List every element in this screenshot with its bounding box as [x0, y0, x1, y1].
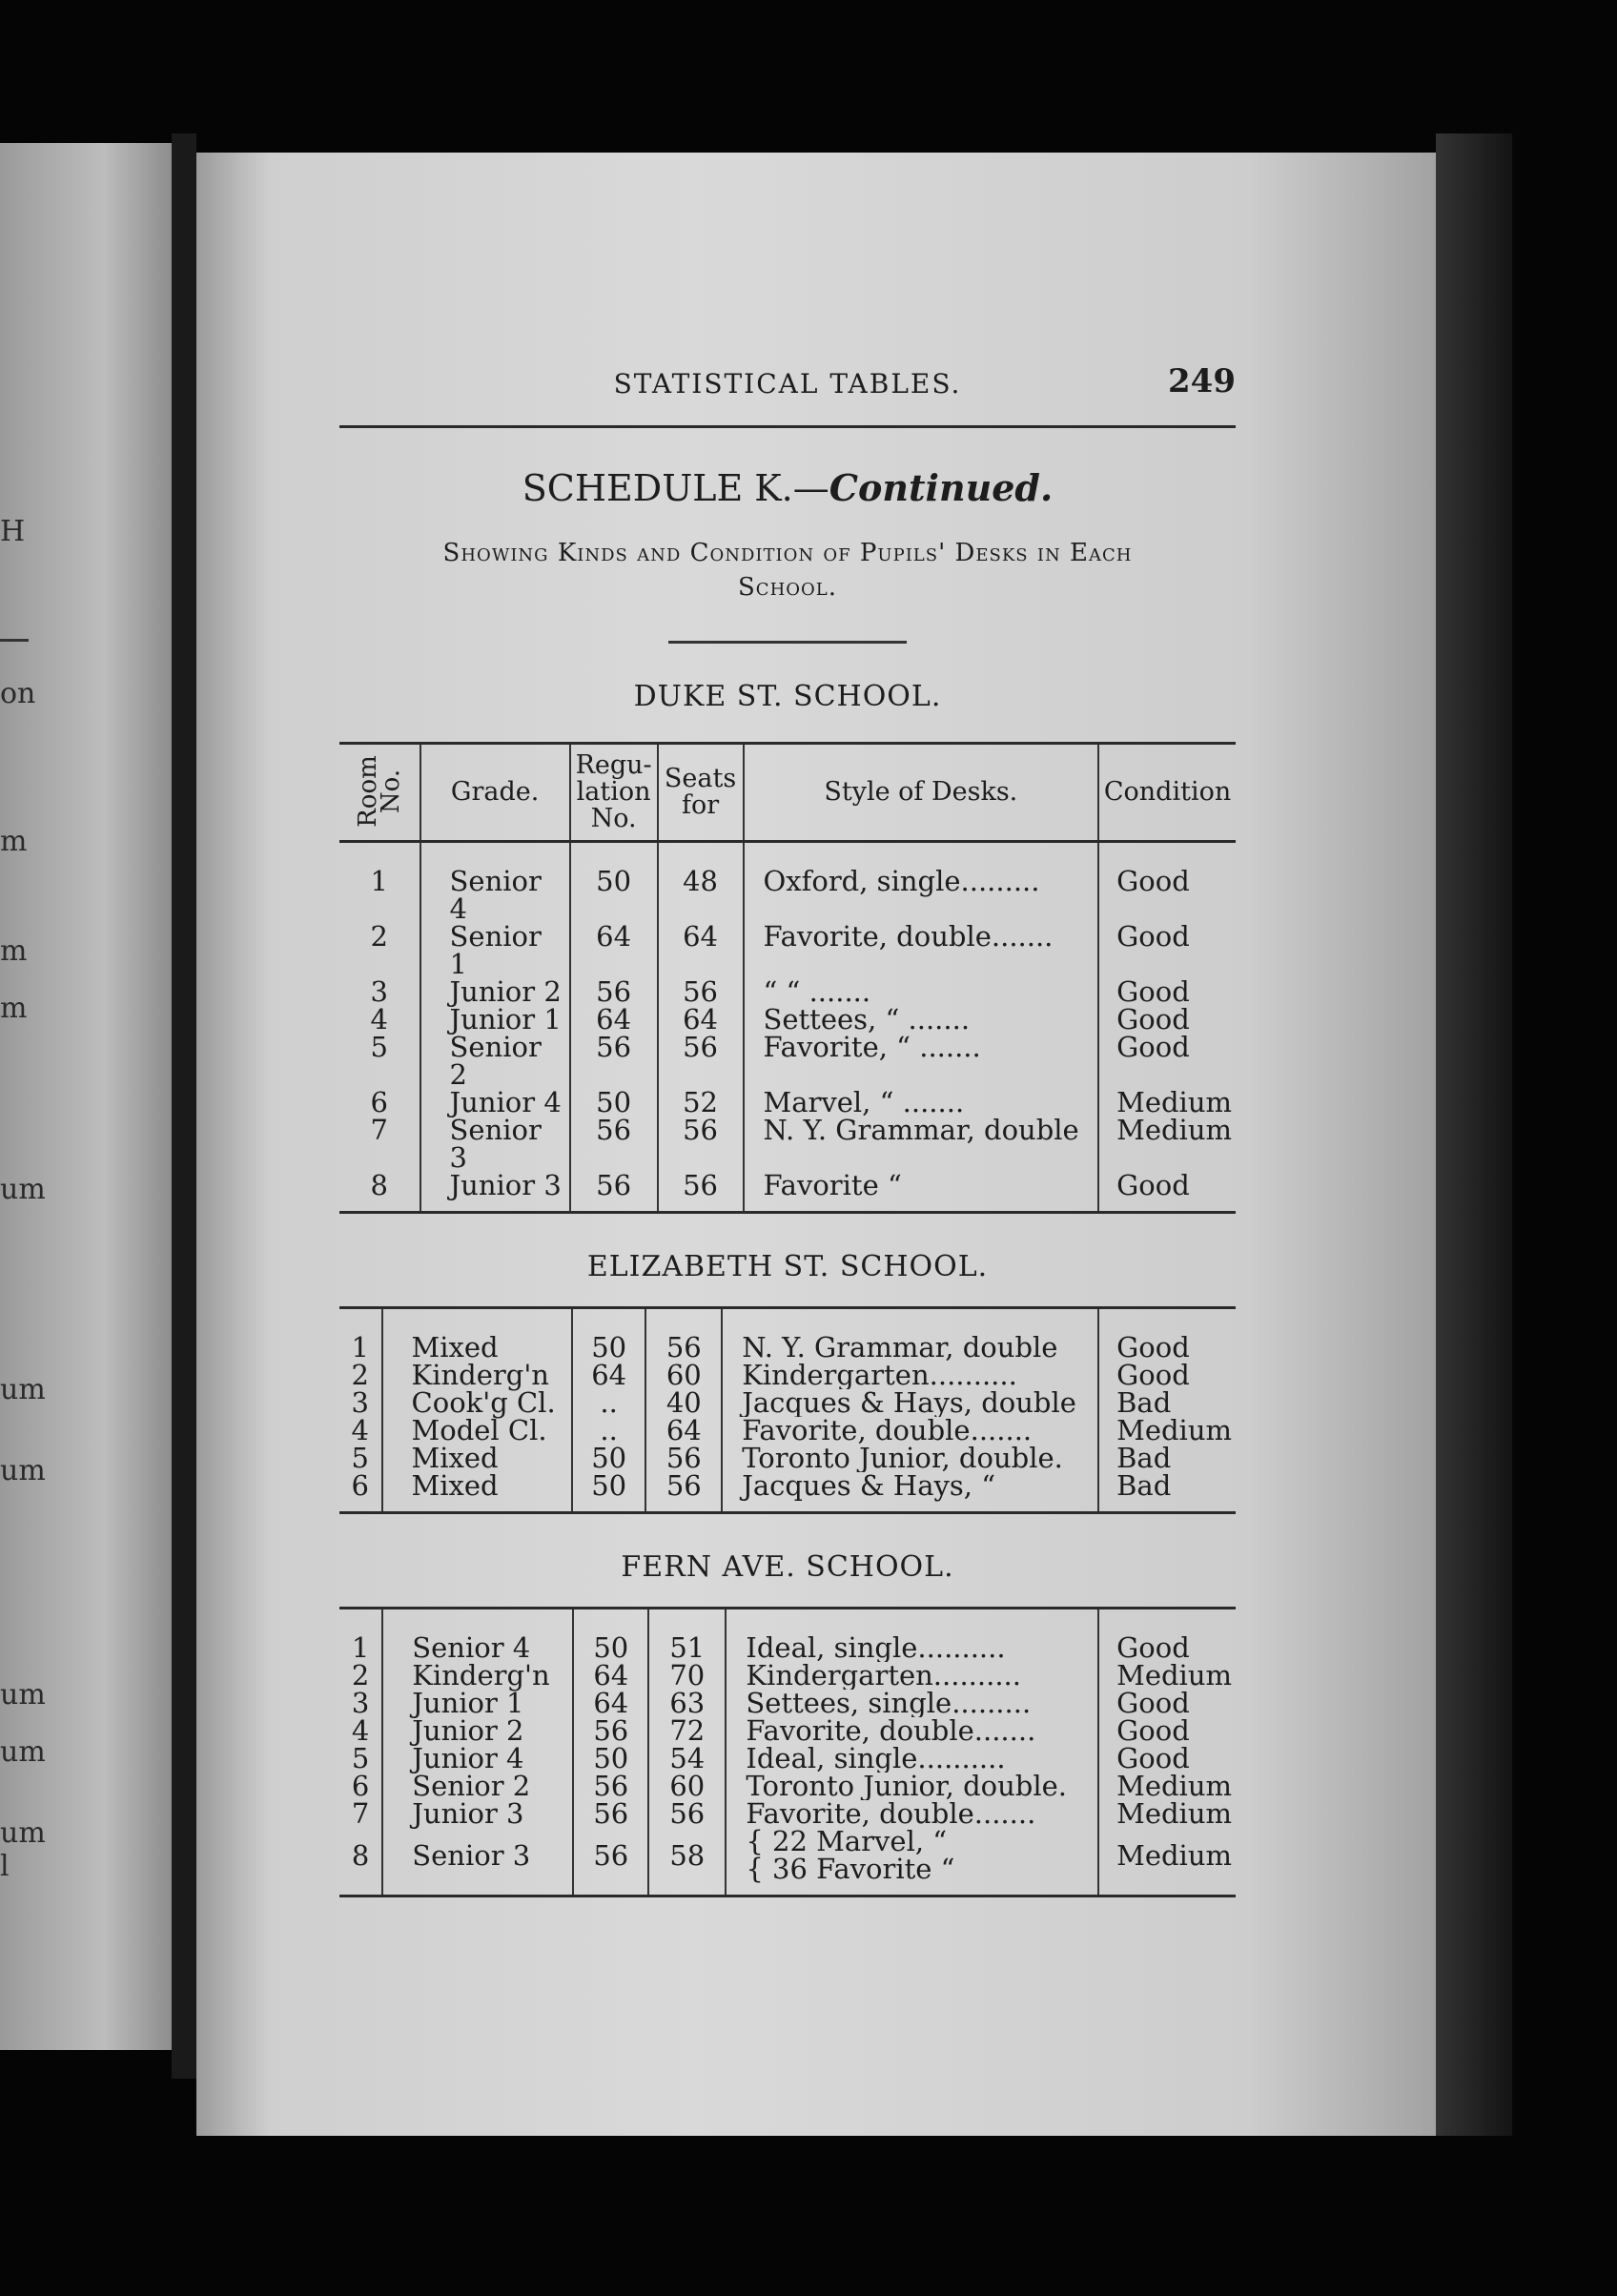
- cell-style: Toronto Junior, double.: [722, 1445, 1098, 1472]
- table-row: [339, 1662, 1236, 1690]
- cell-room: 2: [370, 920, 388, 953]
- cell-room: 1: [351, 1331, 369, 1363]
- cell-style-line-2: { 36 Favorite “: [746, 1853, 955, 1885]
- cell-grade: Senior 3: [420, 1117, 570, 1172]
- cell-grade: Junior 3: [382, 1800, 573, 1828]
- cell-room: 6: [351, 1770, 370, 1802]
- cell-grade: Model Cl.: [382, 1417, 572, 1445]
- table-row: [339, 1717, 1236, 1745]
- cell-seats: 64: [658, 923, 744, 978]
- short-rule: [668, 641, 907, 644]
- cell-condition: Good: [1098, 842, 1236, 924]
- cell-reg: ..: [572, 1417, 645, 1445]
- col-grade: Grade.: [420, 744, 570, 842]
- col-reg-l1: Regu-: [575, 750, 652, 780]
- cell-grade: Junior 4: [420, 1089, 570, 1117]
- cell-style: Jacques & Hays, double: [722, 1389, 1098, 1417]
- table-row: [339, 1800, 1236, 1828]
- table-row: [339, 1006, 1236, 1034]
- left-fragment: H: [0, 515, 26, 548]
- cell-style: Ideal, single..........: [726, 1745, 1098, 1773]
- cell-condition: Good: [1098, 1690, 1236, 1717]
- running-title: STATISTICAL TABLES.: [613, 368, 962, 400]
- table-end-rule: [339, 1895, 1236, 1897]
- subtitle: [339, 536, 1236, 605]
- cell-condition: Medium: [1098, 1773, 1236, 1800]
- cell-grade: Kinderg'n: [382, 1362, 572, 1389]
- cell-reg: 56: [573, 1828, 648, 1895]
- cell-grade: Mixed: [382, 1309, 572, 1362]
- cell-style: “ “ .......: [744, 978, 1099, 1006]
- duke-table: [339, 742, 1236, 1211]
- cell-reg: 56: [573, 1800, 648, 1828]
- cell-room: 5: [351, 1742, 370, 1774]
- cell-style: [726, 1828, 1098, 1895]
- cell-room: 2: [351, 1659, 370, 1691]
- table-row: [339, 1472, 1236, 1511]
- cell-seats: 56: [658, 978, 744, 1006]
- cell-style: Favorite, double.......: [722, 1417, 1098, 1445]
- page-content: [339, 362, 1236, 1897]
- cell-reg: 64: [572, 1362, 645, 1389]
- cell-condition: Medium: [1098, 1117, 1236, 1172]
- table-row: [339, 1362, 1236, 1389]
- cell-condition: Good: [1098, 978, 1236, 1006]
- cell-room: 4: [351, 1414, 369, 1446]
- table-row: [339, 1389, 1236, 1417]
- cell-seats: 63: [648, 1690, 726, 1717]
- cell-room: 3: [351, 1687, 370, 1719]
- cell-condition: Bad: [1098, 1445, 1236, 1472]
- cell-style: Oxford, single.........: [744, 842, 1099, 924]
- cell-reg: 50: [570, 1089, 658, 1117]
- cell-seats: 72: [648, 1717, 726, 1745]
- subtitle-line-1: Showing Kinds and Condition of Pupils' Desks in Each: [442, 539, 1133, 567]
- cell-room: 7: [370, 1114, 388, 1146]
- cell-style: Marvel, “ .......: [744, 1089, 1099, 1117]
- cell-grade: Cook'g Cl.: [382, 1389, 572, 1417]
- cell-grade: Senior 3: [382, 1828, 573, 1895]
- left-fragment: m: [0, 825, 28, 858]
- col-reg-l2: lation: [576, 777, 651, 807]
- cell-style: Favorite, double.......: [726, 1800, 1098, 1828]
- running-head: [339, 362, 1236, 420]
- cell-grade: Junior 1: [420, 1006, 570, 1034]
- cell-room: 4: [351, 1714, 370, 1747]
- cell-seats: 60: [645, 1362, 722, 1389]
- cell-room: 1: [370, 865, 388, 897]
- cell-grade: Senior 2: [382, 1773, 573, 1800]
- cell-grade: Senior 1: [420, 923, 570, 978]
- cell-room: 8: [351, 1838, 370, 1872]
- cell-grade: Mixed: [382, 1445, 572, 1472]
- cell-grade: Senior 4: [382, 1609, 573, 1662]
- left-rule: [0, 639, 29, 642]
- book-right-edge: [1436, 133, 1512, 2136]
- cell-seats: 52: [658, 1089, 744, 1117]
- cell-condition: Good: [1098, 1034, 1236, 1089]
- cell-grade: Junior 2: [382, 1717, 573, 1745]
- table-row: [339, 842, 1236, 924]
- table-row: [339, 1117, 1236, 1172]
- cell-reg: 50: [572, 1309, 645, 1362]
- left-fragment: um: [0, 1373, 46, 1406]
- cell-room: 1: [351, 1631, 370, 1664]
- cell-room: 5: [351, 1442, 369, 1474]
- cell-style: N. Y. Grammar, double: [722, 1309, 1098, 1362]
- table-row: [339, 1773, 1236, 1800]
- left-fragment: um: [0, 1816, 46, 1850]
- cell-condition: Good: [1098, 1745, 1236, 1773]
- col-seats-l2: for: [681, 790, 720, 820]
- cell-seats: 58: [648, 1828, 726, 1895]
- cell-condition: Medium: [1098, 1662, 1236, 1690]
- fern-table: [339, 1609, 1236, 1895]
- page: [196, 153, 1436, 2136]
- cell-seats: 56: [645, 1309, 722, 1362]
- left-fragment: on: [0, 677, 36, 710]
- cell-style: Favorite “: [744, 1172, 1099, 1211]
- cell-style: Kindergarten..........: [722, 1362, 1098, 1389]
- cell-seats: 54: [648, 1745, 726, 1773]
- col-regulation: [570, 744, 658, 842]
- cell-style: Toronto Junior, double.: [726, 1773, 1098, 1800]
- cell-seats: 56: [658, 1034, 744, 1089]
- left-fragment: l: [0, 1850, 10, 1883]
- left-fragment: um: [0, 1678, 46, 1712]
- col-room-l2: No.: [376, 769, 405, 814]
- cell-reg: 56: [570, 1117, 658, 1172]
- cell-seats: 51: [648, 1609, 726, 1662]
- cell-condition: Medium: [1098, 1089, 1236, 1117]
- table-row: [339, 1690, 1236, 1717]
- cell-style: Settees, single.........: [726, 1690, 1098, 1717]
- cell-room: 6: [351, 1469, 369, 1502]
- left-fragment: um: [0, 1173, 46, 1206]
- cell-room: 7: [351, 1797, 370, 1830]
- table-header-row: [339, 744, 1236, 842]
- table-row: [339, 1172, 1236, 1211]
- cell-condition: Bad: [1098, 1472, 1236, 1511]
- cell-reg: 64: [573, 1690, 648, 1717]
- cell-reg: 50: [572, 1445, 645, 1472]
- cell-style-line-1: { 22 Marvel, “: [746, 1828, 948, 1857]
- cell-reg: 50: [573, 1745, 648, 1773]
- cell-reg: 50: [572, 1472, 645, 1511]
- cell-grade: Junior 1: [382, 1690, 573, 1717]
- table-row: [339, 1034, 1236, 1089]
- header-rule: [339, 425, 1236, 428]
- table-row: [339, 1745, 1236, 1773]
- cell-seats: 56: [645, 1472, 722, 1511]
- book-gutter: [172, 133, 196, 2079]
- cell-seats: 64: [658, 1006, 744, 1034]
- cell-reg: 56: [570, 978, 658, 1006]
- table-row: [339, 1089, 1236, 1117]
- cell-style: Jacques & Hays, “: [722, 1472, 1098, 1511]
- table-row: [339, 1828, 1236, 1895]
- cell-condition: Medium: [1098, 1417, 1236, 1445]
- cell-style: Favorite, “ .......: [744, 1034, 1099, 1089]
- table-row: [339, 923, 1236, 978]
- cell-seats: 56: [658, 1117, 744, 1172]
- table-end-rule: [339, 1211, 1236, 1214]
- cell-style: Settees, “ .......: [744, 1006, 1099, 1034]
- cell-condition: Good: [1098, 923, 1236, 978]
- cell-seats: 56: [645, 1445, 722, 1472]
- table-row: [339, 1609, 1236, 1662]
- cell-reg: 64: [573, 1662, 648, 1690]
- cell-room: 4: [370, 1003, 388, 1035]
- page-number: 249: [1168, 362, 1236, 400]
- cell-style: Favorite, double.......: [744, 923, 1099, 978]
- table-row: [339, 978, 1236, 1006]
- cell-grade: Junior 4: [382, 1745, 573, 1773]
- school-heading: FERN AVE. SCHOOL.: [621, 1550, 954, 1584]
- cell-room: 6: [370, 1086, 388, 1118]
- cell-style: N. Y. Grammar, double: [744, 1117, 1099, 1172]
- cell-grade: Junior 2: [420, 978, 570, 1006]
- cell-condition: Good: [1098, 1006, 1236, 1034]
- cell-condition: Bad: [1098, 1389, 1236, 1417]
- cell-seats: 48: [658, 842, 744, 924]
- col-seats-l1: Seats: [664, 764, 737, 793]
- left-fragment: m: [0, 934, 28, 968]
- cell-reg: 56: [573, 1773, 648, 1800]
- elizabeth-table: [339, 1309, 1236, 1511]
- cell-room: 3: [370, 975, 388, 1008]
- cell-reg: 50: [573, 1609, 648, 1662]
- table-row: [339, 1309, 1236, 1362]
- col-seats: [658, 744, 744, 842]
- col-condition: Condition: [1098, 744, 1236, 842]
- table-end-rule: [339, 1511, 1236, 1514]
- col-style: Style of Desks.: [744, 744, 1099, 842]
- school-heading: DUKE ST. SCHOOL.: [633, 680, 942, 713]
- school-heading: ELIZABETH ST. SCHOOL.: [586, 1250, 989, 1283]
- cell-style: Kindergarten..........: [726, 1662, 1098, 1690]
- cell-style: Favorite, double.......: [726, 1717, 1098, 1745]
- left-fragment: um: [0, 1454, 46, 1487]
- left-fragment: m: [0, 992, 28, 1025]
- cell-room: 8: [370, 1169, 388, 1201]
- cell-condition: Good: [1098, 1309, 1236, 1362]
- cell-room: 5: [370, 1031, 388, 1063]
- left-page: [0, 143, 172, 2050]
- col-reg-l3: No.: [590, 804, 637, 833]
- col-room: [339, 744, 420, 842]
- cell-reg: 56: [573, 1717, 648, 1745]
- cell-condition: Medium: [1098, 1800, 1236, 1828]
- cell-room: 3: [351, 1386, 369, 1419]
- cell-reg: 64: [570, 1006, 658, 1034]
- cell-seats: 56: [658, 1172, 744, 1211]
- schedule-continued: Continued.: [829, 466, 1054, 509]
- cell-grade: Mixed: [382, 1472, 572, 1511]
- cell-seats: 40: [645, 1389, 722, 1417]
- cell-seats: 64: [645, 1417, 722, 1445]
- cell-seats: 70: [648, 1662, 726, 1690]
- left-fragment: um: [0, 1735, 46, 1769]
- cell-reg: 56: [570, 1034, 658, 1089]
- cell-reg: 50: [570, 842, 658, 924]
- schedule-title: [339, 466, 1236, 509]
- cell-grade: Junior 3: [420, 1172, 570, 1211]
- cell-seats: 60: [648, 1773, 726, 1800]
- col-room-l1: Room: [353, 755, 382, 828]
- table-row: [339, 1417, 1236, 1445]
- cell-condition: Good: [1098, 1609, 1236, 1662]
- cell-style: Ideal, single..........: [726, 1609, 1098, 1662]
- cell-condition: Good: [1098, 1362, 1236, 1389]
- cell-seats: 56: [648, 1800, 726, 1828]
- schedule-label: SCHEDULE K.—: [522, 467, 829, 509]
- table-row: [339, 1445, 1236, 1472]
- cell-reg: 64: [570, 923, 658, 978]
- cell-condition: Good: [1098, 1717, 1236, 1745]
- cell-reg: 56: [570, 1172, 658, 1211]
- cell-condition: Medium: [1098, 1828, 1236, 1895]
- subtitle-line-2: School.: [737, 573, 837, 602]
- cell-grade: Kinderg'n: [382, 1662, 573, 1690]
- cell-grade: Senior 2: [420, 1034, 570, 1089]
- cell-reg: ..: [572, 1389, 645, 1417]
- cell-condition: Good: [1098, 1172, 1236, 1211]
- cell-room: 2: [351, 1359, 369, 1391]
- cell-grade: Senior 4: [420, 842, 570, 924]
